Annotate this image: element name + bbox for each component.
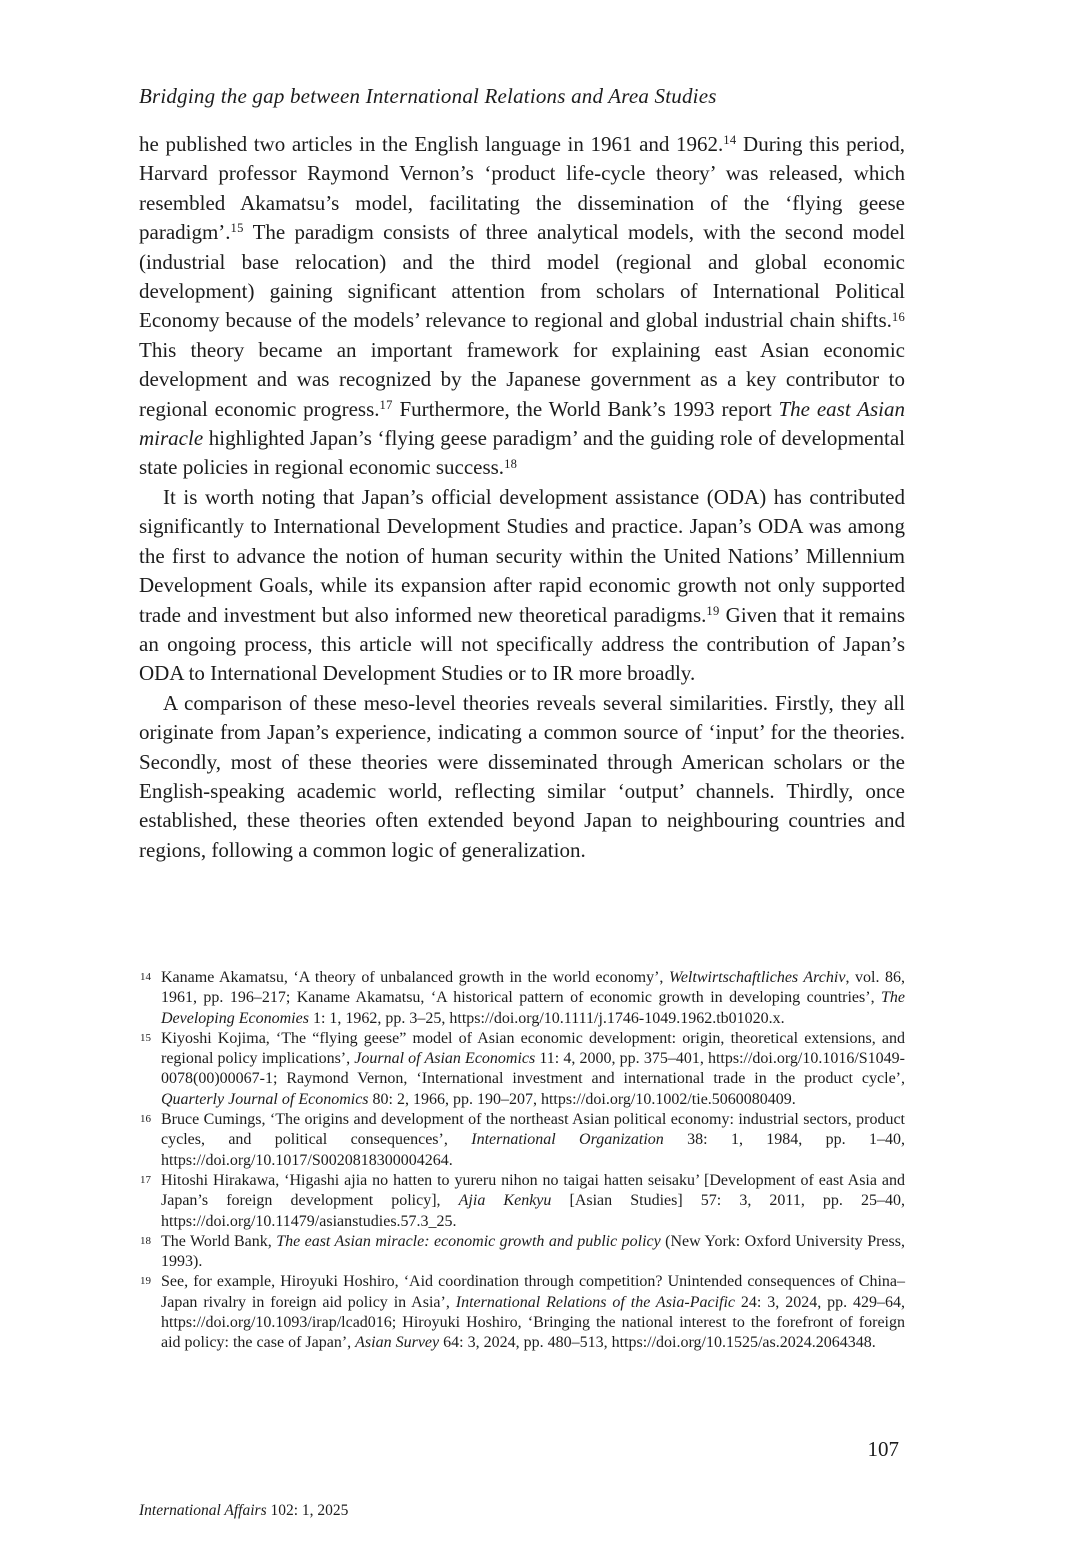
page-number: 107 <box>867 1437 899 1461</box>
body-paragraph-1: he published two articles in the English language in 1961 and 1962.14 During this period, Harvard professor Raymond Vernon’s ‘product life-cycle theory’ was released, which resembled Akamatsu’s model, facilitating the dissemination of the ‘flying geese paradigm’.$^{15}$ The paradigm consists of three analytical models, with the second model (industrial base relocation) and the third model (regional and global economic development) gaining significant attention from scholars of International Political Economy because of the models’ relevance to regional and global industrial chain shifts.$^{16}$ This theory became an important framework for explaining east Asian economic development and was recognized by the Japanese government as a key contributor to regional economic progress.$^{17}$ Furthermore, the World Bank’s 1993 report The east Asian miracle highlighted Japan’s ‘flying geese paradigm’ and the guiding role of developmental state policies in regional economic success.$^{18}$ <box>139 132 905 480</box>
footnote-text: Hitoshi Hirakawa, ‘Higashi ajia no hatten to yureru nihon no taigai hatten seisaku’ [Development of east Asia and Japan’s foreign development policy], Ajia Kenkyu [Asian Studies] 57: 3, 2011, pp. 25–40, https://doi.org/10.11479/asianstudies.57.3_25. <box>161 1171 906 1230</box>
journal-issue: 102: 1, 2025 <box>266 1502 349 1519</box>
footnote-number: 15 <box>140 1031 151 1044</box>
footnote-text: The World Bank, The east Asian miracle: economic growth and public policy (New York: Oxford University Press, 1993). <box>161 1232 905 1271</box>
running-header: Bridging the gap between International Relations and Area Studies <box>139 84 717 108</box>
footnote-number: 18 <box>140 1234 151 1247</box>
journal-name: International Affairs <box>139 1502 267 1519</box>
footnote-text: Kiyoshi Kojima, ‘The “flying geese” model of Asian economic development: origin, theoretical extensions, and regional policy implications’, Journal of Asian Economics 11: 4, 2000, pp. 375–401, https://doi.org/10.1016/S1049-0078(00)00067-1; Raymond Vernon, ‘International investment and international trade in the product cycle’, Quarterly Journal of Economics 80: 2, 1966, pp. 190–207, https://doi.org/10.1002/tie.5060080409. <box>161 1029 906 1108</box>
footnote-19 <box>139 1272 905 1353</box>
footnote-number: 17 <box>140 1173 151 1186</box>
footnote-text: See, for example, Hiroyuki Hoshiro, ‘Aid coordination through competition? Unintended consequences of China–Japan rivalry in foreign aid policy in Asia’, International Relations of the Asia-Pacific 24: 3, 2024, pp. 429–64, https://doi.org/10.1093/irap/lcad016; Hiroyuki Hoshiro, ‘Bringing the national interest to the forefront of foreign aid policy: the case of Japan’, Asian Survey 64: 3, 2024, pp. 480–513, https://doi.org/10.1525/as.2024.2064348. <box>161 1273 906 1352</box>
footnote-text: Kaname Akamatsu, ‘A theory of unbalanced growth in the world economy’, Weltwirtschaftliches Archiv, vol. 86, 1961, pp. 196–217; Kaname Akamatsu, ‘A historical pattern of economic growth in developing countries’, The Developing Economies 1: 1, 1962, pp. 3–25, https://doi.org/10.1111/j.1746-1049.1962.tb01020.x. <box>161 969 906 1027</box>
body-paragraph-3: A comparison of these meso-level theories reveals several similarities. Firstly, they all originate from Japan’s experience, indicating a common source of ‘input’ for the theories. Secondly, most of these theories were disseminated through American scholars or the English-speaking academic world, reflecting similar ‘output’ channels. Thirdly, once established, these theories often extended beyond Japan to neighbouring countries and regions, following a common logic of generalization. <box>139 690 905 862</box>
footnote-14 <box>139 968 905 1029</box>
footnote-text: Bruce Cumings, ‘The origins and development of the northeast Asian political economy: industrial sectors, product cycles, and political consequences’, International Organization 38: 1, 1984, pp. 1–40, https://doi.org/10.1017/S0020818300004264. <box>161 1111 906 1169</box>
journal-footer <box>139 1502 348 1520</box>
footnote-17 <box>139 1171 905 1232</box>
body-paragraph-2: It is worth noting that Japan’s official development assistance (ODA) has contributed significantly to International Development Studies and practice. Japan’s ODA was among the first to advance the notion of human security within the United Nations’ Millennium Development Goals, while its expansion after rapid economic growth not only supported trade and investment but also informed new theoretical paradigms.$^{19}$ Given that it remains an ongoing process, this article will not specifically address the contribution of Japan’s ODA to International Development Studies or to IR more broadly. <box>139 484 905 686</box>
footnote-16 <box>139 1110 905 1171</box>
footnotes-section <box>139 968 905 1354</box>
footnote-18 <box>139 1232 905 1273</box>
footnote-number: 19 <box>140 1275 151 1288</box>
article-body <box>139 130 905 865</box>
footnote-15 <box>139 1029 905 1110</box>
footnote-number: 16 <box>140 1113 151 1126</box>
footnote-number: 14 <box>140 971 151 983</box>
